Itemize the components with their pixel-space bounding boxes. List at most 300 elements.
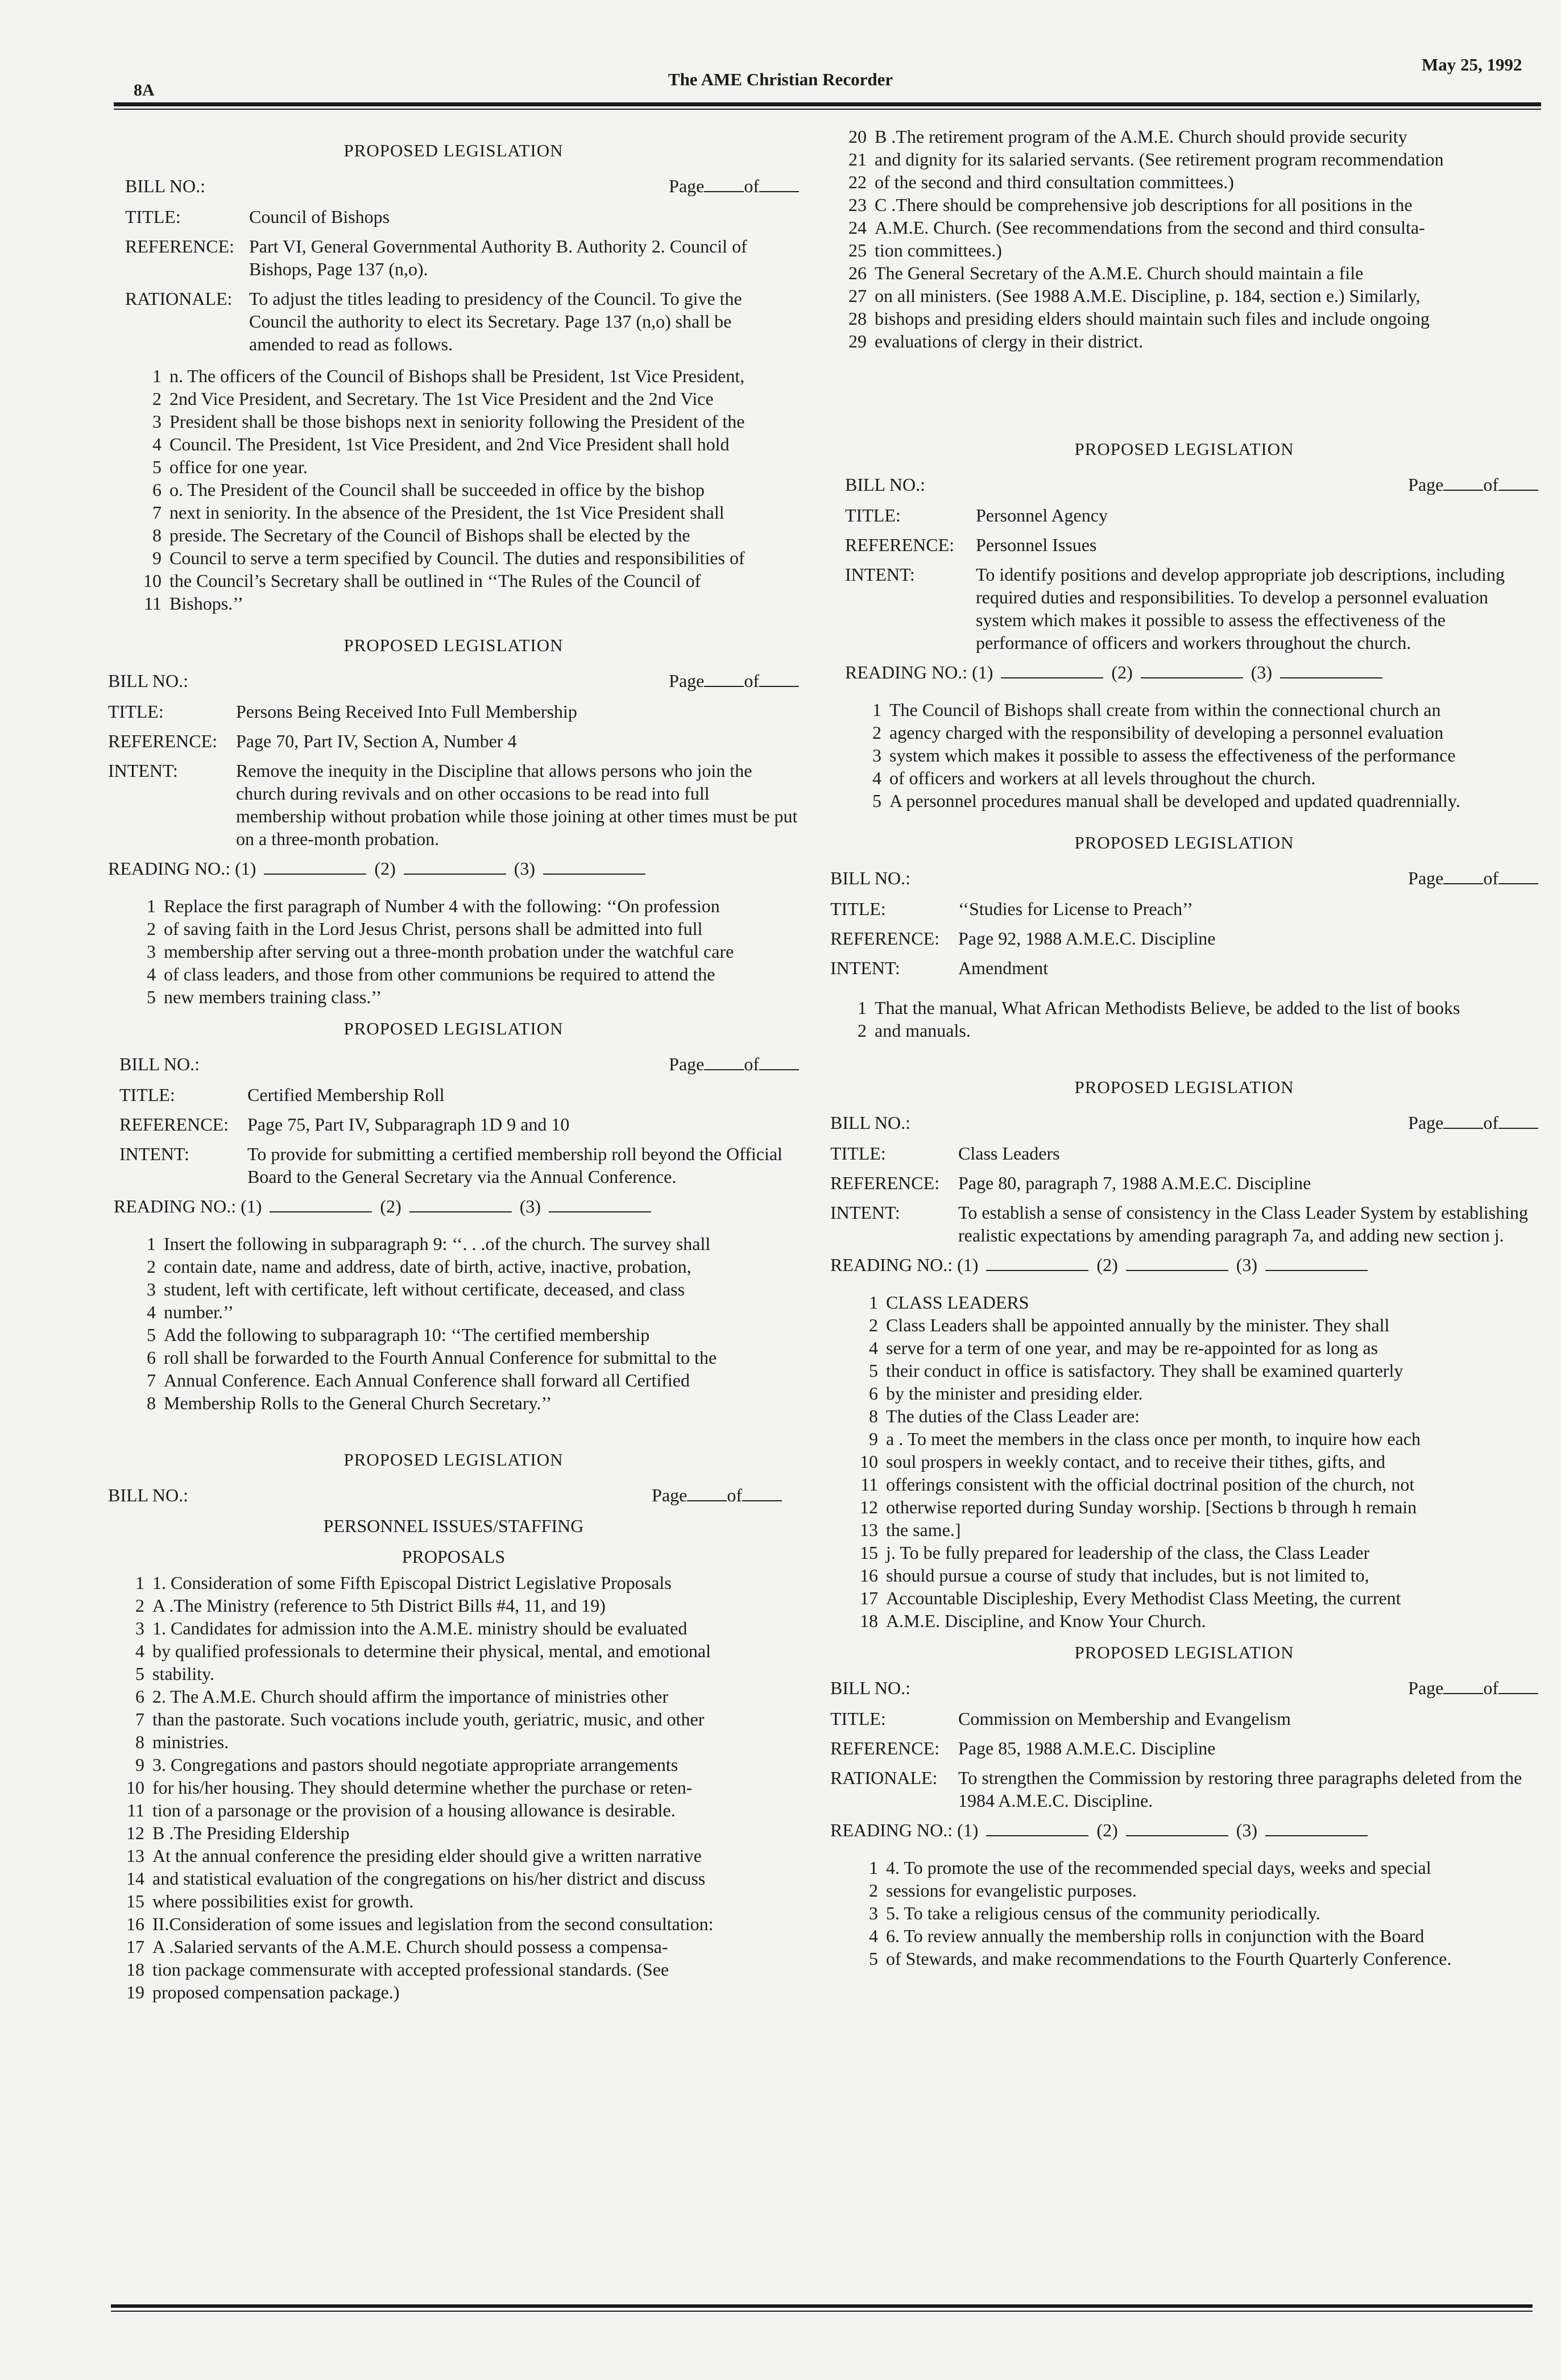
line-number: 3 — [147, 941, 156, 962]
page-of: Page of — [652, 1484, 782, 1506]
line-number: 4 — [869, 1926, 878, 1946]
numbered-line — [119, 1346, 799, 1369]
line-text: tion committees.) — [875, 240, 1002, 260]
line-text: 1. Candidates for admission into the A.M.E. ministry should be evaluated — [152, 1618, 688, 1638]
line-number: 20 — [848, 126, 867, 147]
bill-number-row — [830, 473, 1538, 496]
bill-number-row — [108, 175, 799, 197]
line-number: 5 — [152, 457, 162, 477]
page-of: Page of — [669, 175, 799, 197]
numbered-line — [842, 1382, 1538, 1405]
line-text: next in seniority. In the absence of the President, the 1st Vice President shall — [169, 502, 724, 523]
line-text: stability. — [152, 1663, 215, 1684]
numbered-line — [108, 1958, 799, 1981]
line-number: 9 — [869, 1429, 878, 1449]
line-text: sessions for evangelistic purposes. — [886, 1880, 1137, 1901]
line-number: 22 — [848, 172, 867, 192]
numbered-line — [842, 1450, 1538, 1473]
line-text: student, left with certificate, left without certificate, deceased, and class — [164, 1279, 685, 1299]
line-text: 1. Consideration of some Fifth Episcopal District Legislative Proposals — [152, 1572, 672, 1593]
line-number: 17 — [860, 1588, 878, 1608]
bill-no-label: BILL NO.: — [845, 474, 926, 495]
line-number: 6 — [135, 1686, 144, 1707]
bill-no-label: BILL NO.: — [830, 1112, 911, 1133]
legislation-council-of-bishops — [108, 139, 799, 615]
numbered-line — [842, 1314, 1538, 1336]
title-field: TITLE: Class Leaders — [830, 1142, 1538, 1165]
intent-field: INTENT: Amendment — [830, 957, 1538, 979]
page-of: Page of — [1408, 1111, 1538, 1134]
reference-field: REFERENCE: Page 80, paragraph 7, 1988 A.M.E.C. Discipline — [830, 1172, 1538, 1194]
numbered-text — [845, 698, 1538, 812]
line-number: 10 — [126, 1777, 144, 1798]
line-number: 16 — [860, 1565, 878, 1586]
numbered-line — [119, 940, 799, 963]
numbered-line — [108, 1935, 799, 1958]
bill-no-label: BILL NO.: — [108, 670, 189, 691]
bill-intent: Amendment — [958, 958, 1049, 978]
numbered-text — [842, 1291, 1538, 1632]
line-text: and dignity for its salaried servants. (See retirement program recommendation — [875, 149, 1444, 169]
issue-date: May 25, 1992 — [1422, 55, 1522, 74]
line-text: 3. Congregations and pastors should negotiate appropriate arrangements — [152, 1754, 678, 1775]
line-text: number.’’ — [164, 1302, 234, 1322]
line-text: evaluations of clergy in their district. — [875, 331, 1144, 351]
numbered-line — [830, 284, 1538, 307]
line-text: bishops and presiding elders should maintain such files and include ongoing — [875, 308, 1430, 329]
line-number: 16 — [126, 1914, 144, 1934]
numbered-line — [108, 1594, 799, 1617]
intent-field: INTENT: To provide for submitting a certified membership roll beyond the Official Board to the General Secretary via the Annual Conference. — [108, 1143, 799, 1188]
numbered-line — [125, 478, 799, 501]
line-number: 1 — [152, 366, 162, 386]
intent-field: INTENT: Remove the inequity in the Discipline that allows persons who join the church during revivals and on other occasions to be read into full membership without probation while those joining at other times must be put on a three-month probation. — [108, 759, 799, 850]
subtitle: PERSONNEL ISSUES/STAFFING — [323, 1516, 584, 1536]
line-number: 1 — [872, 699, 881, 720]
line-text: A .The Ministry (reference to 5th District Bills #4, 11, and 19) — [152, 1595, 606, 1616]
line-text: A .Salaried servants of the A.M.E. Church should possess a compensa- — [152, 1936, 668, 1957]
line-text: The Council of Bishops shall create from within the connectional church an — [889, 699, 1441, 720]
bill-title: Personnel Agency — [976, 505, 1108, 525]
numbered-line — [125, 524, 799, 547]
line-number: 1 — [147, 1234, 156, 1254]
numbered-line — [845, 744, 1538, 767]
numbered-line — [842, 1587, 1538, 1609]
line-number: 5 — [147, 987, 156, 1007]
line-number: 18 — [126, 1959, 144, 1980]
line-text: Annual Conference. Each Annual Conference shall forward all Certified — [164, 1370, 690, 1390]
bill-number-row — [108, 1484, 799, 1506]
line-number: 7 — [152, 502, 162, 523]
numbered-line — [108, 1617, 799, 1640]
line-text: B .The Presiding Eldership — [152, 1823, 350, 1843]
line-text: President shall be those bishops next in seniority following the President of the — [169, 411, 745, 432]
line-number: 2 — [869, 1880, 878, 1901]
legislation-full-membership — [108, 634, 799, 1008]
numbered-text — [108, 1571, 799, 2004]
line-text: Bishops.’’ — [169, 593, 244, 614]
reference-field: REFERENCE: Page 92, 1988 A.M.E.C. Discipline — [830, 927, 1538, 950]
numbered-line — [108, 1776, 799, 1799]
reading-row: READING NO.: (1) (2) (3) — [830, 1253, 1538, 1276]
title-field: TITLE: Commission on Membership and Evangelism — [830, 1707, 1538, 1730]
bill-no-label: BILL NO.: — [125, 176, 206, 196]
line-number: 6 — [152, 479, 162, 500]
line-number: 9 — [152, 548, 162, 568]
reading-row: READING NO.: (1) (2) (3) — [108, 857, 799, 880]
bill-reference: Page 80, paragraph 7, 1988 A.M.E.C. Discipline — [958, 1173, 1311, 1193]
numbered-text — [842, 1856, 1538, 1970]
line-text: tion package commensurate with accepted professional standards. (See — [152, 1959, 669, 1980]
bill-no-label: BILL NO.: — [830, 1678, 911, 1698]
title-field: TITLE: Council of Bishops — [108, 205, 799, 228]
line-text: new members training class.’’ — [164, 987, 382, 1007]
page-of: Page of — [1408, 1677, 1538, 1699]
numbered-line — [830, 193, 1538, 216]
line-text: tion of a parsonage or the provision of a housing allowance is desirable. — [152, 1800, 676, 1820]
line-number: 17 — [126, 1936, 144, 1957]
line-text: Council to serve a term specified by Council. The duties and responsibilities of — [169, 548, 745, 568]
line-text: roll shall be forwarded to the Fourth Annual Conference for submittal to the — [164, 1347, 717, 1368]
title-field: TITLE: ‘‘Studies for License to Preach’’ — [830, 897, 1538, 920]
line-text: At the annual conference the presiding elder should give a written narrative — [152, 1845, 702, 1866]
line-text: a . To meet the members in the class once per month, to inquire how each — [886, 1429, 1421, 1449]
numbered-line — [108, 1822, 799, 1844]
line-number: 5 — [869, 1360, 878, 1381]
numbered-line — [108, 1799, 799, 1822]
section-heading: PROPOSED LEGISLATION — [343, 140, 564, 160]
reference-field: REFERENCE: Part VI, General Governmental Authority B. Authority 2. Council of Bishops, Page 137 (n,o). — [108, 235, 799, 280]
numbered-line — [842, 1924, 1538, 1947]
numbered-line — [119, 1255, 799, 1278]
line-number: 6 — [147, 1347, 156, 1368]
line-text: of Stewards, and make recommendations to the Fourth Quarterly Conference. — [886, 1948, 1452, 1969]
line-number: 1 — [869, 1292, 878, 1313]
numbered-line — [125, 592, 799, 615]
line-number: 15 — [126, 1891, 144, 1911]
numbered-line — [125, 410, 799, 433]
numbered-line — [108, 1981, 799, 2004]
line-number: 15 — [860, 1542, 878, 1563]
page-of: Page of — [669, 669, 799, 692]
line-text: CLASS LEADERS — [886, 1292, 1029, 1313]
bill-number-row — [108, 1053, 799, 1075]
section-heading: PROPOSED LEGISLATION — [343, 1019, 564, 1038]
line-number: 4 — [147, 964, 156, 984]
line-text: the same.] — [886, 1520, 961, 1540]
left-column — [108, 139, 799, 2004]
bill-reference: Personnel Issues — [976, 535, 1097, 555]
header-rule-thin — [114, 109, 1541, 110]
numbered-line — [842, 1518, 1538, 1541]
numbered-line — [119, 963, 799, 986]
line-number: 3 — [152, 411, 162, 432]
numbered-line — [125, 569, 799, 592]
numbered-line — [125, 501, 799, 524]
reading-row: READING NO.: (1) (2) (3) — [830, 1819, 1538, 1841]
line-text: Replace the first paragraph of Number 4 with the following: ‘‘On profession — [164, 896, 720, 916]
page-of: Page of — [669, 1053, 799, 1075]
numbered-line — [119, 917, 799, 940]
numbered-line — [830, 996, 1538, 1019]
numbered-line — [842, 1427, 1538, 1450]
line-number: 1 — [858, 997, 867, 1018]
line-number: 11 — [127, 1800, 144, 1820]
title-field: TITLE: Persons Being Received Into Full Membership — [108, 700, 799, 723]
reference-field: REFERENCE: Page 75, Part IV, Subparagraph 1D 9 and 10 — [108, 1113, 799, 1136]
line-text: office for one year. — [169, 457, 308, 477]
legislation-membership-evangelism — [830, 1641, 1538, 1970]
line-text: soul prospers in weekly contact, and to receive their tithes, gifts, and — [886, 1451, 1385, 1472]
rationale-field: RATIONALE: To strengthen the Commission by restoring three paragraphs deleted from the 1984 A.M.E.C. Discipline. — [830, 1766, 1538, 1812]
bill-intent: To identify positions and develop appropriate job descriptions, including required duties and responsibilities. To develop a personnel evaluation system which makes it possible to assess the effectiveness of the performance of officers and workers throughout the church. — [976, 564, 1505, 653]
line-text: proposed compensation package.) — [152, 1982, 400, 2002]
line-number: 24 — [848, 217, 867, 238]
reading-row: READING NO.: (1) (2) (3) — [114, 1195, 799, 1218]
numbered-line — [830, 148, 1538, 171]
numbered-line — [125, 365, 799, 387]
right-column — [830, 125, 1538, 1970]
line-text: C .There should be comprehensive job descriptions for all positions in the — [875, 194, 1413, 215]
bill-reference: Page 85, 1988 A.M.E.C. Discipline — [958, 1738, 1216, 1758]
bill-title: ‘‘Studies for License to Preach’’ — [958, 899, 1193, 919]
numbered-line — [108, 1571, 799, 1594]
line-text: Accountable Discipleship, Every Methodist Class Meeting, the current — [886, 1588, 1401, 1608]
numbered-line — [842, 1473, 1538, 1496]
line-text: agency charged with the responsibility of developing a personnel evaluation — [889, 722, 1444, 743]
line-text: ministries. — [152, 1732, 229, 1752]
line-text: 6. To review annually the membership rolls in conjunction with the Board — [886, 1926, 1425, 1946]
numbered-line — [119, 1392, 799, 1414]
bill-rationale: To adjust the titles leading to presidency of the Council. To give the Council the authority to elect its Secretary. Page 137 (n,o) shall be amended to read as follows. — [249, 288, 742, 354]
line-text: B .The retirement program of the A.M.E. Church should provide security — [875, 126, 1407, 147]
bill-number-row — [830, 867, 1538, 889]
line-number: 4 — [152, 434, 162, 454]
line-number: 3 — [147, 1279, 156, 1299]
page-number: 8A — [134, 81, 155, 100]
numbered-line — [830, 330, 1538, 353]
numbered-line — [125, 456, 799, 478]
bill-number-row — [830, 1111, 1538, 1134]
line-number: 12 — [126, 1823, 144, 1843]
line-number: 8 — [152, 525, 162, 545]
numbered-text — [119, 895, 799, 1008]
numbered-line — [125, 433, 799, 456]
line-number: 23 — [848, 194, 867, 215]
numbered-line — [119, 986, 799, 1008]
numbered-line — [119, 1301, 799, 1323]
line-number: 5 — [872, 790, 881, 811]
bill-intent: To provide for submitting a certified membership roll beyond the Official Board to the General Secretary via the Annual Conference. — [247, 1144, 782, 1187]
numbered-line — [845, 721, 1538, 744]
numbered-line — [845, 698, 1538, 721]
line-text: where possibilities exist for growth. — [152, 1891, 414, 1911]
numbered-line — [842, 1902, 1538, 1924]
bill-number-row — [108, 669, 799, 692]
line-number: 6 — [869, 1383, 878, 1404]
line-number: 10 — [143, 570, 162, 591]
line-number: 3 — [869, 1903, 878, 1923]
intent-field: INTENT: To identify positions and develop appropriate job descriptions, including required duties and responsibilities. To develop a personnel evaluation system which makes it possible to assess the effectiveness of the performance of officers and workers throughout the church. — [830, 563, 1538, 654]
line-text: 5. To take a religious census of the community periodically. — [886, 1903, 1320, 1923]
line-text: serve for a term of one year, and may be re-appointed for as long as — [886, 1338, 1378, 1358]
line-text: A personnel procedures manual shall be developed and updated quadrennially. — [889, 790, 1460, 811]
numbered-line — [125, 547, 799, 569]
numbered-line — [108, 1685, 799, 1708]
line-number: 10 — [860, 1451, 878, 1472]
line-text: by qualified professionals to determine their physical, mental, and emotional — [152, 1641, 711, 1661]
line-number: 25 — [848, 240, 867, 260]
line-text: membership after serving out a three-month probation under the watchful care — [164, 941, 734, 962]
rationale-field: RATIONALE: To adjust the titles leading to presidency of the Council. To give the Council the authority to elect its Secretary. Page 137 (n,o) shall be amended to read as follows. — [108, 287, 799, 355]
bill-title: Persons Being Received Into Full Membership — [236, 701, 577, 722]
line-text: Insert the following in subparagraph 9: ‘‘. . .of the church. The survey shall — [164, 1234, 711, 1254]
numbered-text — [119, 1232, 799, 1414]
bill-title: Commission on Membership and Evangelism — [958, 1708, 1291, 1729]
bill-title: Certified Membership Roll — [247, 1085, 445, 1105]
line-text: of saving faith in the Lord Jesus Christ, persons shall be admitted into full — [164, 918, 703, 939]
bill-rationale: To strengthen the Commission by restoring three paragraphs deleted from the 1984 A.M.E.C. Discipline. — [958, 1768, 1522, 1811]
section-heading: PROPOSED LEGISLATION — [343, 635, 564, 655]
line-number: 11 — [860, 1474, 878, 1495]
line-text: otherwise reported during Sunday worship. [Sections b through h remain — [886, 1497, 1417, 1517]
line-text: n. The officers of the Council of Bishops shall be President, 1st Vice President, — [169, 366, 745, 386]
line-number: 5 — [869, 1948, 878, 1969]
title-field: TITLE: Personnel Agency — [830, 504, 1538, 527]
line-text: j. To be fully prepared for leadership of the class, the Class Leader — [886, 1542, 1370, 1563]
numbered-line — [845, 767, 1538, 789]
section-heading: PROPOSED LEGISLATION — [1074, 439, 1294, 459]
numbered-line — [108, 1708, 799, 1731]
bill-reference: Page 75, Part IV, Subparagraph 1D 9 and 10 — [247, 1114, 570, 1135]
line-text: and statistical evaluation of the congregations on his/her district and discuss — [152, 1868, 706, 1889]
numbered-line — [108, 1640, 799, 1662]
line-number: 2 — [147, 1256, 156, 1277]
bill-reference: Page 70, Part IV, Section A, Number 4 — [236, 731, 517, 751]
line-number: 8 — [869, 1406, 878, 1426]
line-number: 26 — [848, 263, 867, 283]
section-heading: PROPOSED LEGISLATION — [1074, 1642, 1294, 1662]
page-of: Page of — [1408, 867, 1538, 889]
bill-no-label: BILL NO.: — [119, 1054, 200, 1074]
numbered-line — [108, 1731, 799, 1753]
legislation-personnel-issues — [108, 1448, 799, 2004]
numbered-line — [125, 387, 799, 410]
line-number: 2 — [872, 722, 881, 743]
numbered-text — [125, 365, 799, 615]
numbered-line — [830, 171, 1538, 193]
footer-rule-thin — [111, 2311, 1533, 2312]
numbered-line — [119, 1278, 799, 1301]
numbered-line — [108, 1867, 799, 1890]
section-heading: PROPOSED LEGISLATION — [1074, 1077, 1294, 1097]
line-number: 7 — [135, 1709, 144, 1729]
line-text: Class Leaders shall be appointed annually by the minister. They shall — [886, 1315, 1390, 1335]
section-heading: PROPOSED LEGISLATION — [343, 1450, 564, 1470]
numbered-line — [842, 1359, 1538, 1382]
numbered-line — [108, 1662, 799, 1685]
continued-text — [830, 125, 1538, 353]
numbered-line — [108, 1890, 799, 1913]
line-text: A.M.E. Discipline, and Know Your Church. — [886, 1611, 1206, 1631]
line-text: preside. The Secretary of the Council of Bishops shall be elected by the — [169, 525, 690, 545]
numbered-line — [842, 1609, 1538, 1632]
bill-reference: Page 92, 1988 A.M.E.C. Discipline — [958, 928, 1216, 949]
line-text: the Council’s Secretary shall be outlined in ‘‘The Rules of the Council of — [169, 570, 701, 591]
line-text: Council. The President, 1st Vice President, and 2nd Vice President shall hold — [169, 434, 730, 454]
line-number: 13 — [126, 1845, 144, 1866]
line-text: their conduct in office is satisfactory. They shall be examined quarterly — [886, 1360, 1403, 1381]
line-number: 1 — [135, 1572, 144, 1593]
line-text: That the manual, What African Methodists Believe, be added to the list of books — [875, 997, 1460, 1018]
line-text: The duties of the Class Leader are: — [886, 1406, 1140, 1426]
bill-title: Council of Bishops — [249, 206, 390, 227]
line-text: 2. The A.M.E. Church should affirm the importance of ministries other — [152, 1686, 669, 1707]
line-number: 7 — [147, 1370, 156, 1390]
line-number: 5 — [135, 1663, 144, 1684]
bill-number-row — [830, 1677, 1538, 1699]
line-number: 12 — [860, 1497, 878, 1517]
numbered-line — [842, 1564, 1538, 1587]
numbered-line — [830, 239, 1538, 262]
line-text: II.Consideration of some issues and legislation from the second consultation: — [152, 1914, 714, 1934]
legislation-license-to-preach — [830, 831, 1538, 1042]
line-text: The General Secretary of the A.M.E. Church should maintain a file — [875, 263, 1364, 283]
bill-intent: Remove the inequity in the Discipline that allows persons who join the church during revivals and on other occasions to be read into full membership without probation while those joining at other times must be put on a three-month probation. — [236, 760, 798, 849]
line-number: 5 — [147, 1324, 156, 1345]
line-text: of class leaders, and those from other communions be required to attend the — [164, 964, 715, 984]
numbered-line — [842, 1336, 1538, 1359]
bill-reference: Part VI, General Governmental Authority B. Authority 2. Council of Bishops, Page 137 (n,o). — [249, 236, 747, 279]
numbered-line — [842, 1541, 1538, 1564]
line-number: 29 — [848, 331, 867, 351]
subtitle-proposals: PROPOSALS — [401, 1546, 506, 1567]
line-number: 1 — [147, 896, 156, 916]
numbered-text — [830, 996, 1538, 1042]
title-field: TITLE: Certified Membership Roll — [108, 1083, 799, 1106]
numbered-line — [845, 789, 1538, 812]
numbered-line — [119, 1323, 799, 1346]
line-number: 4 — [135, 1641, 144, 1661]
line-number: 2 — [135, 1595, 144, 1616]
footer-rule — [111, 2304, 1533, 2308]
line-number: 28 — [848, 308, 867, 329]
line-number: 27 — [848, 285, 867, 306]
numbered-line — [842, 1947, 1538, 1970]
legislation-class-leaders — [830, 1076, 1538, 1632]
page-of: Page of — [1408, 473, 1538, 496]
line-number: 4 — [147, 1302, 156, 1322]
line-number: 2 — [869, 1315, 878, 1335]
numbered-line — [842, 1496, 1538, 1518]
numbered-line — [108, 1844, 799, 1867]
section-heading: PROPOSED LEGISLATION — [1074, 833, 1294, 852]
line-number: 2 — [147, 918, 156, 939]
intent-field: INTENT: To establish a sense of consistency in the Class Leader System by establishing realistic expectations by amending paragraph 7a, and adding new section j. — [830, 1201, 1538, 1247]
legislation-personnel-agency — [830, 438, 1538, 812]
line-number: 3 — [135, 1618, 144, 1638]
line-number: 4 — [869, 1338, 878, 1358]
line-text: system which makes it possible to assess the effectiveness of the performance — [889, 745, 1456, 765]
line-number: 11 — [144, 593, 162, 614]
line-text: for his/her housing. They should determine whether the purchase or reten- — [152, 1777, 693, 1798]
line-number: 19 — [126, 1982, 144, 2002]
bill-no-label: BILL NO.: — [108, 1485, 189, 1505]
numbered-line — [119, 895, 799, 917]
reference-field: REFERENCE: Personnel Issues — [830, 533, 1538, 556]
line-text: 4. To promote the use of the recommended special days, weeks and special — [886, 1857, 1431, 1878]
numbered-line — [842, 1856, 1538, 1879]
